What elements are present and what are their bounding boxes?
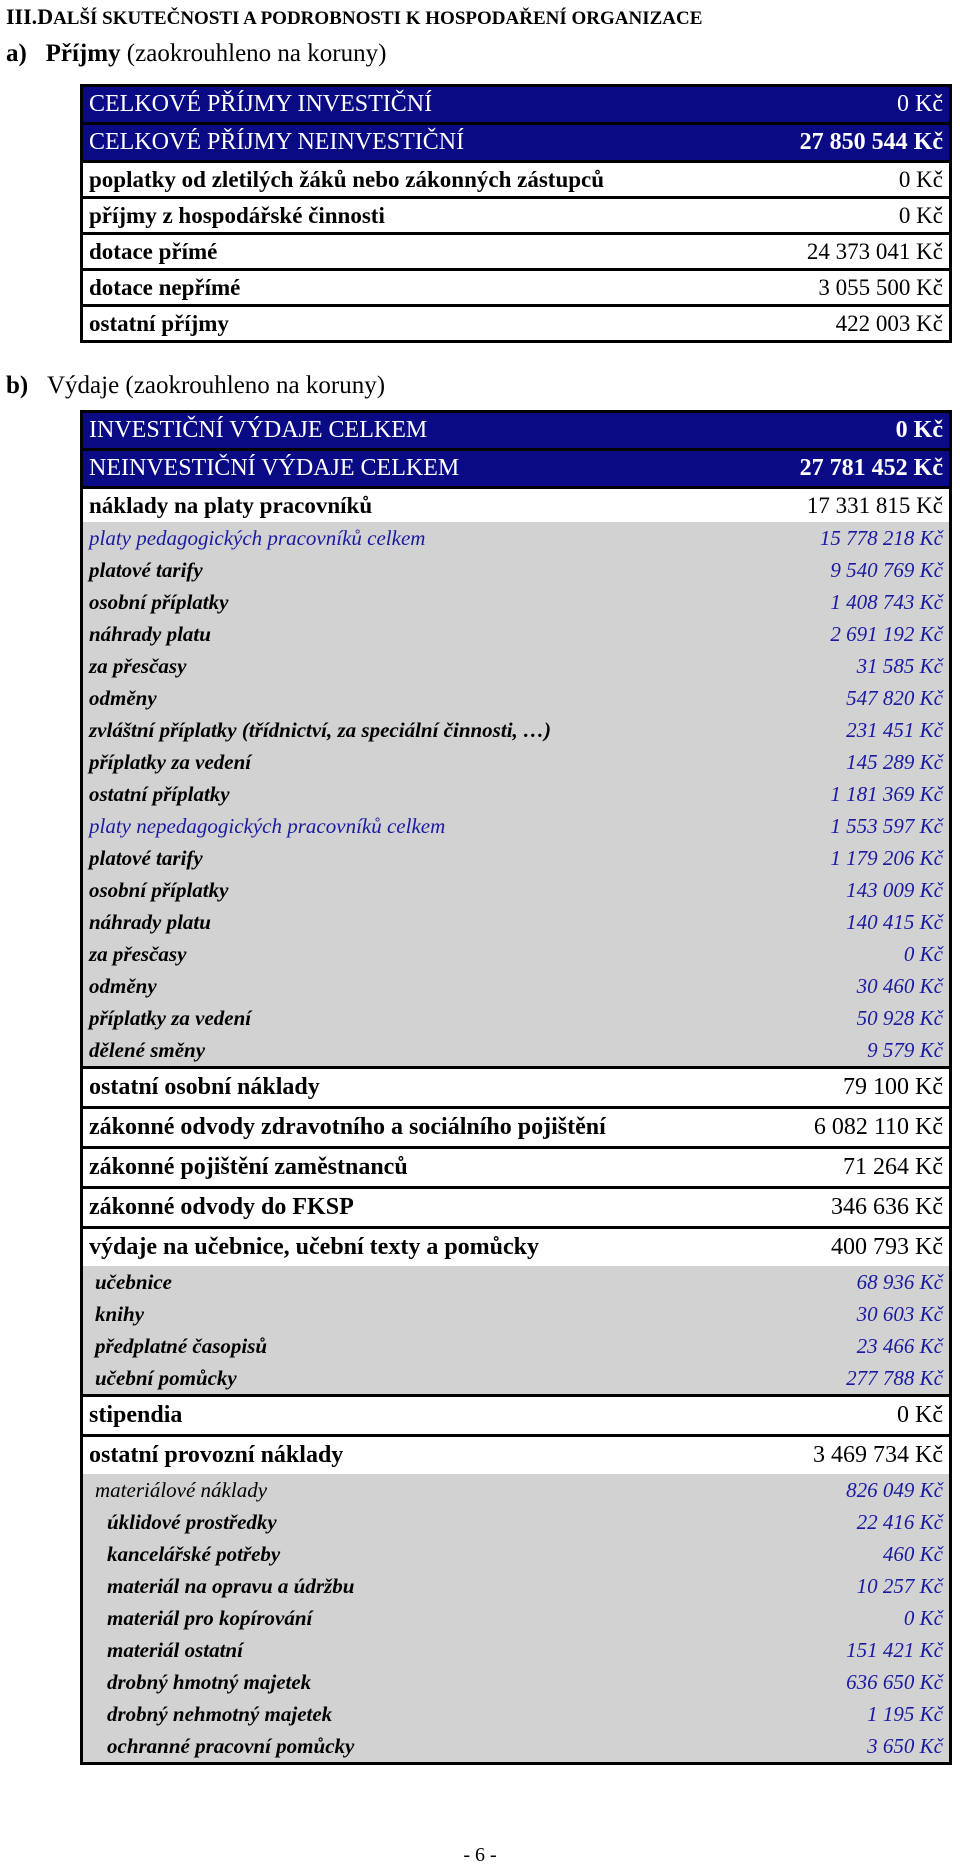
row-value: 151 421 Kč [752, 1634, 951, 1666]
row-label: kancelářské potřeby [82, 1538, 753, 1570]
row-value: 826 049 Kč [752, 1474, 951, 1506]
expenses-title: Výdaje (zaokrouhleno na koruny) [46, 372, 386, 399]
row-value: 422 003 Kč [752, 306, 951, 342]
row-value: 0 Kč [752, 412, 951, 450]
row-label: platy pedagogických pracovníků celkem [82, 522, 753, 554]
income-title: Příjmy [45, 40, 121, 67]
table-row [82, 586, 951, 618]
row-value: 140 415 Kč [752, 906, 951, 938]
table-row [82, 1108, 951, 1148]
row-label: příjmy z hospodářské činnosti [82, 198, 753, 234]
row-value: 24 373 041 Kč [752, 234, 951, 270]
row-label: ochranné pracovní pomůcky [82, 1730, 753, 1764]
row-value: 1 181 369 Kč [752, 778, 951, 810]
row-label: příplatky za vedení [82, 746, 753, 778]
row-label: za přesčasy [82, 938, 753, 970]
row-value: 400 793 Kč [752, 1228, 951, 1267]
table-row [82, 714, 951, 746]
row-value: 1 179 206 Kč [752, 842, 951, 874]
row-value: 27 781 452 Kč [752, 450, 951, 488]
row-label: CELKOVÉ PŘÍJMY NEINVESTIČNÍ [82, 124, 753, 162]
row-value: 3 469 734 Kč [752, 1436, 951, 1475]
row-value: 0 Kč [752, 1602, 951, 1634]
table-row [82, 412, 951, 450]
row-label: stipendia [82, 1396, 753, 1436]
table-row [82, 488, 951, 523]
row-value: 15 778 218 Kč [752, 522, 951, 554]
table-row [82, 1506, 951, 1538]
section-title-first-letter: D [37, 4, 54, 29]
row-label: materiál ostatní [82, 1634, 753, 1666]
row-value: 231 451 Kč [752, 714, 951, 746]
row-value: 22 416 Kč [752, 1506, 951, 1538]
row-label: osobní příplatky [82, 874, 753, 906]
row-label: náklady na platy pracovníků [82, 488, 753, 523]
table-row [82, 906, 951, 938]
row-label: ostatní osobní náklady [82, 1068, 753, 1108]
table-row [82, 554, 951, 586]
income-heading [6, 40, 386, 68]
table-row [82, 1330, 951, 1362]
table-row [82, 1002, 951, 1034]
income-note: (zaokrouhleno na koruny) [126, 40, 387, 67]
row-label: platové tarify [82, 842, 753, 874]
table-row [82, 746, 951, 778]
row-label: výdaje na učebnice, učební texty a pomůcky [82, 1228, 753, 1267]
table-row [82, 1634, 951, 1666]
expenses-marker: b) [6, 372, 29, 399]
table-row [82, 842, 951, 874]
row-label: zvláštní příplatky (třídnictví, za speciální činnosti, …) [82, 714, 753, 746]
table-row [82, 124, 951, 162]
page-number: - 6 - [463, 1844, 497, 1866]
row-value: 68 936 Kč [752, 1266, 951, 1298]
table-row [82, 198, 951, 234]
table-row [82, 1474, 951, 1506]
row-value: 636 650 Kč [752, 1666, 951, 1698]
row-value: 9 540 769 Kč [752, 554, 951, 586]
table-row [82, 1538, 951, 1570]
row-value: 0 Kč [752, 162, 951, 198]
table-row [82, 618, 951, 650]
table-row [82, 778, 951, 810]
row-value: 460 Kč [752, 1538, 951, 1570]
row-label: zákonné odvody zdravotního a sociálního pojištění [82, 1108, 753, 1148]
table-row [82, 1730, 951, 1764]
table-row [82, 970, 951, 1002]
row-label: zákonné odvody do FKSP [82, 1188, 753, 1228]
row-label: ostatní příjmy [82, 306, 753, 342]
row-label: úklidové prostředky [82, 1506, 753, 1538]
table-row [82, 450, 951, 488]
table-row [82, 1666, 951, 1698]
row-label: ostatní provozní náklady [82, 1436, 753, 1475]
table-row [82, 1602, 951, 1634]
row-label: ostatní příplatky [82, 778, 753, 810]
row-label: materiál pro kopírování [82, 1602, 753, 1634]
row-label: knihy [82, 1298, 753, 1330]
row-value: 17 331 815 Kč [752, 488, 951, 523]
row-label: za přesčasy [82, 650, 753, 682]
table-row [82, 1148, 951, 1188]
row-label: NEINVESTIČNÍ VÝDAJE CELKEM [82, 450, 753, 488]
table-row [82, 1396, 951, 1436]
table-row [82, 1228, 951, 1267]
table-row [82, 874, 951, 906]
table-row [82, 234, 951, 270]
table-row [82, 810, 951, 842]
row-value: 27 850 544 Kč [752, 124, 951, 162]
table-row [82, 1362, 951, 1396]
row-value: 30 603 Kč [752, 1298, 951, 1330]
table-row [82, 270, 951, 306]
row-label: materiálové náklady [82, 1474, 753, 1506]
row-value: 6 082 110 Kč [752, 1108, 951, 1148]
row-label: INVESTIČNÍ VÝDAJE CELKEM [82, 412, 753, 450]
row-label: náhrady platu [82, 618, 753, 650]
table-row [82, 1266, 951, 1298]
table-row [82, 1034, 951, 1068]
row-value: 145 289 Kč [752, 746, 951, 778]
table-row [82, 650, 951, 682]
row-label: platové tarify [82, 554, 753, 586]
table-row [82, 162, 951, 198]
row-label: odměny [82, 682, 753, 714]
row-value: 0 Kč [752, 198, 951, 234]
row-label: zákonné pojištění zaměstnanců [82, 1148, 753, 1188]
section-title-rest: ALŠÍ SKUTEČNOSTI A PODROBNOSTI K HOSPODAŘENÍ ORGANIZACE [53, 8, 703, 29]
row-value: 143 009 Kč [752, 874, 951, 906]
row-label: materiál na opravu a údržbu [82, 1570, 753, 1602]
row-value: 9 579 Kč [752, 1034, 951, 1068]
section-title [6, 4, 702, 30]
table-row [82, 522, 951, 554]
row-label: odměny [82, 970, 753, 1002]
row-value: 2 691 192 Kč [752, 618, 951, 650]
row-value: 0 Kč [752, 1396, 951, 1436]
row-value: 1 195 Kč [752, 1698, 951, 1730]
income-table [80, 84, 952, 343]
income-marker: a) [6, 40, 27, 67]
row-value: 0 Kč [752, 938, 951, 970]
row-value: 1 408 743 Kč [752, 586, 951, 618]
row-value: 71 264 Kč [752, 1148, 951, 1188]
table-row [82, 1298, 951, 1330]
row-label: dotace nepřímé [82, 270, 753, 306]
row-value: 547 820 Kč [752, 682, 951, 714]
table-row [82, 682, 951, 714]
row-value: 23 466 Kč [752, 1330, 951, 1362]
row-label: náhrady platu [82, 906, 753, 938]
expenses-heading [6, 372, 385, 400]
table-row [82, 1570, 951, 1602]
row-label: drobný hmotný majetek [82, 1666, 753, 1698]
row-value: 0 Kč [752, 86, 951, 124]
row-label: dělené směny [82, 1034, 753, 1068]
row-value: 3 650 Kč [752, 1730, 951, 1764]
row-value: 346 636 Kč [752, 1188, 951, 1228]
table-row [82, 1188, 951, 1228]
row-value: 1 553 597 Kč [752, 810, 951, 842]
table-row [82, 306, 951, 342]
row-value: 50 928 Kč [752, 1002, 951, 1034]
row-value: 30 460 Kč [752, 970, 951, 1002]
expenses-table [80, 410, 952, 1765]
section-numeral: III. [6, 4, 38, 29]
row-label: učebnice [82, 1266, 753, 1298]
table-row [82, 938, 951, 970]
row-label: poplatky od zletilých žáků nebo zákonných zástupců [82, 162, 753, 198]
row-label: drobný nehmotný majetek [82, 1698, 753, 1730]
table-row [82, 86, 951, 124]
table-row [82, 1436, 951, 1475]
row-label: předplatné časopisů [82, 1330, 753, 1362]
row-label: platy nepedagogických pracovníků celkem [82, 810, 753, 842]
table-row [82, 1068, 951, 1108]
table-row [82, 1698, 951, 1730]
row-label: CELKOVÉ PŘÍJMY INVESTIČNÍ [82, 86, 753, 124]
row-label: dotace přímé [82, 234, 753, 270]
row-value: 277 788 Kč [752, 1362, 951, 1396]
row-value: 31 585 Kč [752, 650, 951, 682]
row-label: osobní příplatky [82, 586, 753, 618]
row-value: 3 055 500 Kč [752, 270, 951, 306]
row-value: 10 257 Kč [752, 1570, 951, 1602]
row-label: učební pomůcky [82, 1362, 753, 1396]
row-value: 79 100 Kč [752, 1068, 951, 1108]
row-label: příplatky za vedení [82, 1002, 753, 1034]
